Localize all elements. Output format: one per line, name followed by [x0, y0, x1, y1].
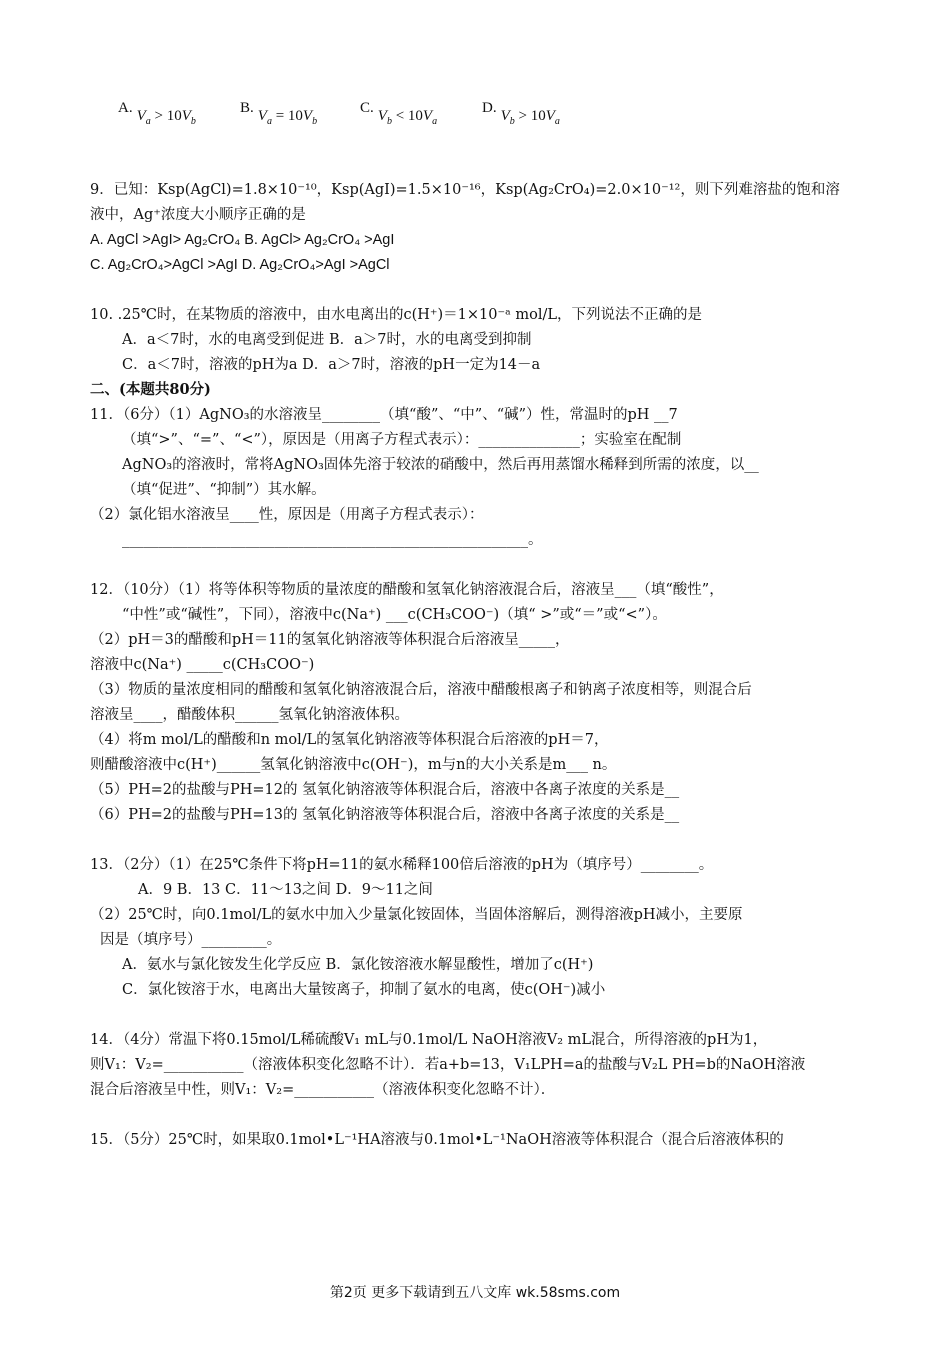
q14-line1: 14．（4分）常温下将0.15mol/L稀硫酸V₁ mL与0.1mol/L NaOH溶液V₂ mL混合，所得溶液的pH为1，: [90, 1032, 768, 1048]
q13-options: A．9 B．13 C．11～13之间 D．9～11之间: [138, 882, 433, 898]
q12-line7: （4）将m mol/L的醋酸和n mol/L的氢氧化钠溶液等体积混合后溶液的pH＝7，: [90, 732, 609, 748]
q9-options-ab: A. AgCl >AgI> Ag₂CrO₄ B. AgCl> Ag₂CrO₄ >AgI: [90, 232, 395, 248]
q14-line3: 混合后溶液呈中性，则V₁：V₂=___________（溶液体积变化忽略不计）．: [90, 1082, 556, 1098]
q12-line2: “中性”或“碱性”，下同），溶液中c(Na⁺) ___c(CH₃COO⁻)（填“ >”或“＝”或“<”）。: [122, 607, 667, 623]
q11-line5: （2）氯化铝水溶液呈____性，原因是（用离子方程式表示）：: [90, 507, 484, 523]
q13-line3: （2）25℃时，向0.1mol/L的氨水中加入少量氯化铵固体，当固体溶解后，测得溶液pH减小，主要原: [90, 907, 743, 923]
q8-option-b: B. $V_a = 10V_b$: [240, 100, 318, 127]
q12-line6: 溶液呈____，醋酸体积______氢氧化钠溶液体积。: [90, 707, 409, 723]
q8-option-d: D. $V_b > 10V_a$: [482, 100, 560, 127]
q8-option-c: C. $V_b < 10V_a$: [360, 100, 438, 127]
q12-line4: 溶液中c(Na⁺) _____c(CH₃COO⁻): [90, 657, 315, 673]
q10-stem: 10. .25℃时，在某物质的溶液中，由水电离出的c(H⁺)＝1×10⁻ᵃ mol/L，下列说法不正确的是: [90, 307, 702, 323]
q13-line4: 因是（填序号）_________。: [100, 932, 282, 948]
q11-line2: （填“>”、“=”、“<”），原因是（用离子方程式表示）：______________；实验室在配制: [122, 432, 682, 448]
q14-line2: 则V₁：V₂=___________（溶液体积变化忽略不计）．若a+b=13，V₁LPH=a的盐酸与V₂L PH=b的NaOH溶液: [90, 1057, 806, 1073]
q9-stem-line2: 液中，Ag⁺浓度大小顺序正确的是: [90, 207, 306, 223]
q12-line1: 12．（10分）（1）将等体积等物质的量浓度的醋酸和氢氧化钠溶液混合后，溶液呈___（填“酸性”，: [90, 582, 724, 598]
q12-line3: （2）pH＝3的醋酸和pH＝11的氢氧化钠溶液等体积混合后溶液呈_____，: [90, 632, 570, 648]
q11-line1: 11．（6分）（1）AgNO₃的水溶液呈________（填“酸”、“中”、“碱”）性，常温时的pH __7: [90, 407, 678, 423]
q8-option-a: A. $V_a > 10V_b$: [118, 100, 196, 127]
page-footer: 第2页 更多下载请到五八文库 wk.58sms.com: [329, 1285, 621, 1301]
q13-line1: 13．（2分）（1）在25℃条件下将pH=11的氨水稀释100倍后溶液的pH为（填序号）________。: [90, 857, 714, 873]
q11-line3: AgNO₃的溶液时，常将AgNO₃固体先溶于较浓的硝酸中，然后再用蒸馏水稀释到所需的浓度，以__: [122, 457, 759, 473]
q12-line9: （5）PH=2的盐酸与PH=12的 氢氧化钠溶液等体积混合后，溶液中各离子浓度的关系是__: [90, 782, 680, 798]
q13-options-ab: A．氨水与氯化铵发生化学反应 B．氯化铵溶液水解显酸性，增加了c(H⁺): [122, 957, 594, 973]
section-two-heading: 二、(本题共80分): [90, 381, 211, 398]
q11-line6: ________________________________________________________。: [122, 532, 543, 548]
q13-option-c: C．氯化铵溶于水，电离出大量铵离子，抑制了氨水的电离，使c(OH⁻)减小: [122, 982, 606, 998]
q12-line5: （3）物质的量浓度相同的醋酸和氢氧化钠溶液混合后，溶液中醋酸根离子和钠离子浓度相等，则混合后: [90, 682, 752, 698]
q12-line10: （6）PH=2的盐酸与PH=13的 氢氧化钠溶液等体积混合后，溶液中各离子浓度的关系是__: [90, 807, 680, 823]
q11-line4: （填“促进”、“抑制”）其水解。: [122, 482, 326, 498]
q15-line1: 15．（5分）25℃时，如果取0.1mol•L⁻¹HA溶液与0.1mol•L⁻¹NaOH溶液等体积混合（混合后溶液体积的: [90, 1132, 784, 1148]
q10-options-cd: C．a＜7时，溶液的pH为a D．a＞7时，溶液的pH一定为14－a: [122, 357, 541, 373]
q9-stem-line1: 9．已知：Ksp(AgCl)=1.8×10⁻¹⁰，Ksp(AgI)=1.5×10⁻¹⁶，Ksp(Ag₂CrO₄)=2.0×10⁻¹²，则下列难溶盐的饱和溶: [90, 182, 840, 198]
q12-line8: 则醋酸溶液中c(H⁺)______氢氧化钠溶液中c(OH⁻)，m与n的大小关系是m___ n。: [90, 757, 617, 773]
q9-options-cd: C. Ag₂CrO₄>AgCl >AgI D. Ag₂CrO₄>AgI >AgCl: [90, 257, 390, 273]
q10-options-ab: A．a＜7时，水的电离受到促进 B．a＞7时，水的电离受到抑制: [122, 332, 532, 348]
